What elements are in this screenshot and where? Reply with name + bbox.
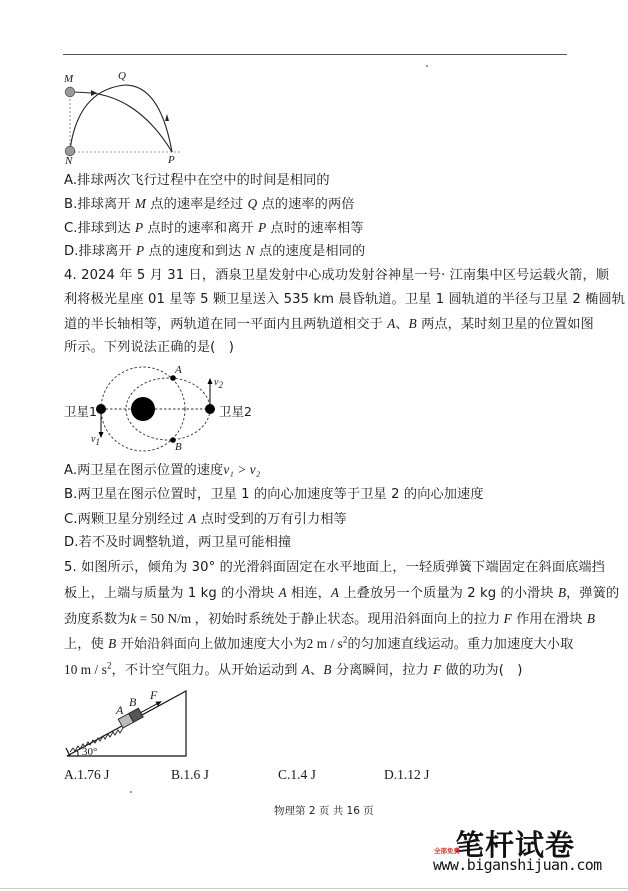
speck (130, 791, 132, 793)
block-A-label: A (116, 703, 124, 717)
watermark-tag: 全部免费 (434, 847, 460, 855)
q4-stem-line-1: 4. 2024 年 5 月 31 日，酒泉卫星发射中心成功发射谷神星一号· 江南集中区号运载火箭，顺 (64, 268, 610, 283)
q5-options (64, 767, 544, 783)
q5-option-c: C.1.4 J (278, 767, 316, 782)
q5-stem-line-2: 板上，上端与质量为 1 kg 的小滑块 A 相连，A 上叠放另一个质量为 2 kg 的小滑块 B，弹簧的 (64, 585, 620, 601)
q3-option-c: C.排球到达 P 点时的速率和离开 P 点时的速率相等 (64, 220, 364, 236)
point-A-label: A (175, 364, 182, 376)
v2-label: $v_2$ (214, 377, 223, 390)
q4-stem-line-2: 利将极光星座 01 星等 5 颗卫星送入 535 km 晨昏轨道。卫星 1 圆轨道的半径与卫星 2 椭圆轨 (64, 292, 626, 307)
block-B-label: B (129, 695, 137, 709)
q3-option-a: A.排球两次飞行过程中在空中的时间是相同的 (64, 173, 330, 188)
speck (426, 65, 428, 67)
point-B-label: B (175, 441, 182, 453)
force-F-label: F (150, 688, 158, 702)
header-rule (63, 54, 567, 55)
volleyball-trajectory-figure (58, 68, 198, 168)
label-Q: Q (118, 70, 126, 82)
label-P: P (168, 154, 175, 166)
v1-label: $v_1$ (91, 434, 100, 447)
q5-stem-line-3: 劲度系数为k = 50 N/m ，初始时系统处于静止状态。现用沿斜面向上的拉力 F 作用在滑块 B (64, 611, 596, 627)
satellite-orbit-figure (90, 362, 230, 454)
q3-option-b: B.排球离开 M 点的速率是经过 Q 点的速率的两倍 (64, 196, 355, 212)
q4-stem-line-4: 所示。下列说法正确的是( ) (64, 340, 234, 355)
q4-option-c: C.两颗卫星分别经过 A 点时受到的万有引力相等 (64, 511, 347, 527)
q4-option-b: B.两卫星在图示位置时，卫星 1 的向心加速度等于卫星 2 的向心加速度 (64, 487, 484, 502)
bottom-rule (0, 888, 628, 889)
satellite-1-label: 卫星1 (64, 404, 97, 419)
q5-stem-line-4: 上，使 B 开始沿斜面向上做加速度大小为2 m / $s^2$的匀加速直线运动。重力加速度大小取 (64, 634, 574, 652)
label-M: M (64, 73, 74, 85)
q5-option-d: D.1.12 J (384, 767, 430, 782)
q5-option-a: A.1.76 J (64, 767, 110, 782)
q5-option-b: B.1.6 J (171, 767, 209, 782)
satellite-2-label: 卫星2 (219, 404, 252, 419)
angle-label: 30° (82, 746, 98, 758)
watermark-title: 笔杆试卷 (455, 828, 576, 862)
page-footer: 物理第 2 页 共 16 页 (274, 805, 374, 817)
q4-option-a: A.两卫星在图示位置的速度v₁ > v₂ (64, 462, 261, 478)
q4-option-d: D.若不及时调整轨道，两卫星可能相撞 (64, 535, 292, 550)
q5-stem-line-5: 10 m / $s^2$，不计空气阻力。从开始运动到 A、B 分离瞬间，拉力 F 做的功为( ) (64, 660, 523, 678)
q4-stem-line-3: 道的半长轴相等，两轨道在同一平面内且两轨道相交于 A、B 两点，某时刻卫星的位置如图 (64, 316, 594, 332)
watermark-url: www.biganshijuan.com (433, 856, 602, 874)
label-N: N (65, 155, 73, 167)
q5-stem-line-1: 5. 如图所示，倾角为 30° 的光滑斜面固定在水平地面上，一轻质弹簧下端固定在斜面底端挡 (64, 560, 605, 575)
q3-option-d: D.排球离开 P 点的速度和到达 N 点的速度是相同的 (64, 243, 366, 259)
